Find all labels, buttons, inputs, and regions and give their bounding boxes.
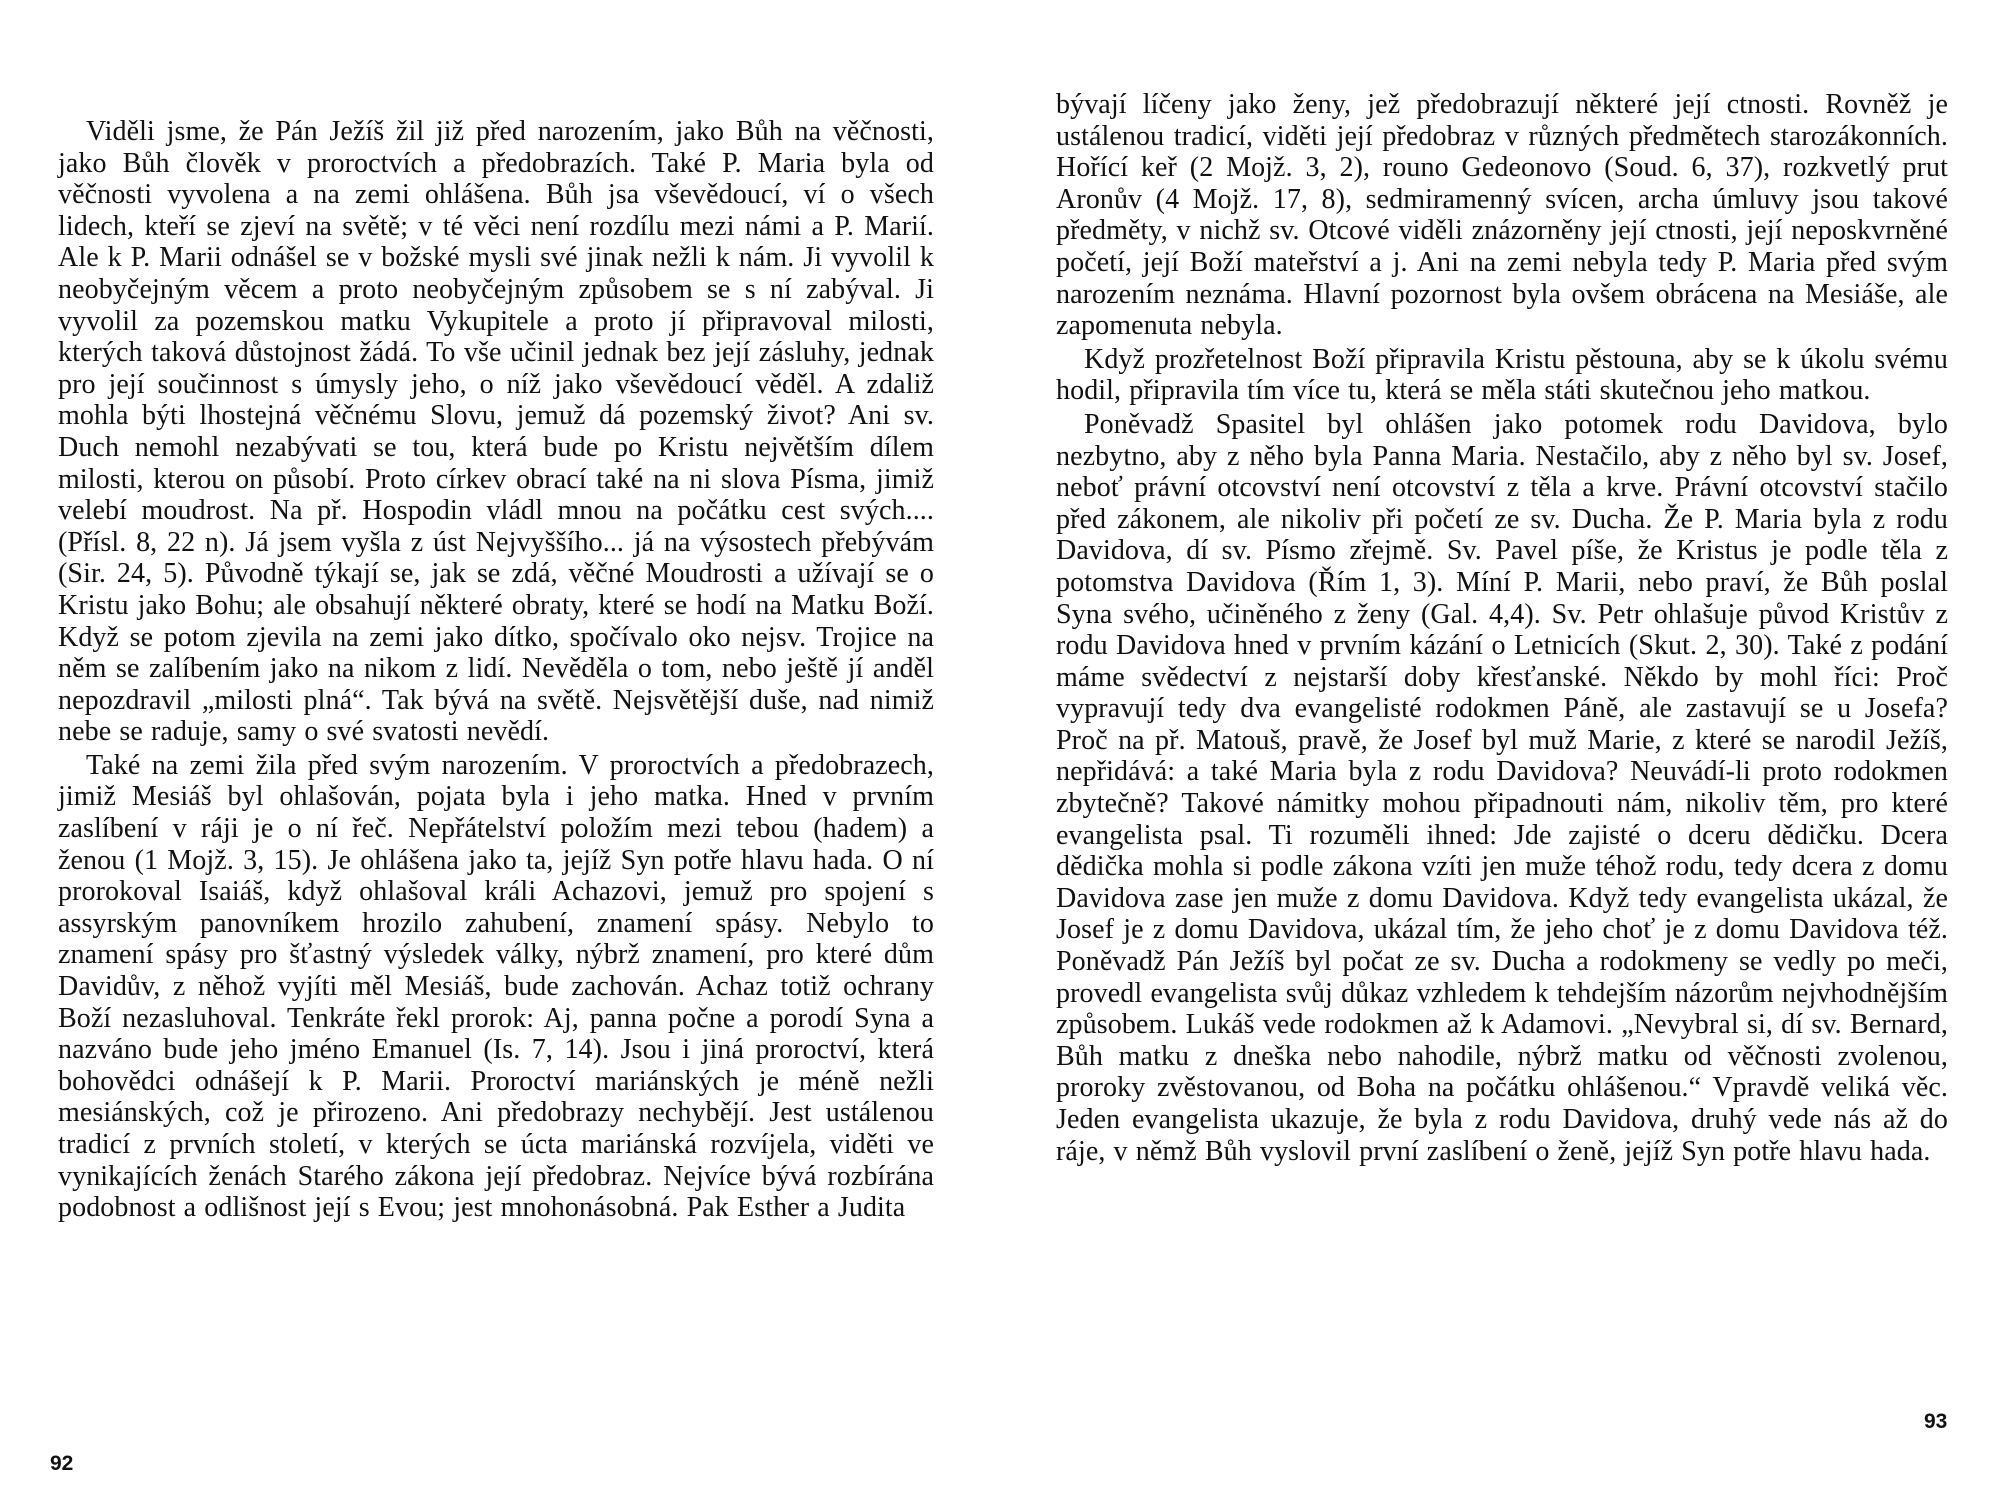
right-page-text (1056, 89, 1948, 1167)
paragraph: Poněvadž Spasitel byl ohlášen jako potomek rodu Davidova, bylo nezbytno, aby z něho byla Panna Maria. Nestačilo, aby z něho byl sv. Josef, neboť právní otcovství není otcovství z těla a krve. Právní otcovství stačilo před zákonem, ale nikoliv při početí ze sv. Ducha. Že P. Maria byla z rodu Davidova, dí sv. Písmo zřejmě. Sv. Pavel píše, že Kristus je podle těla z potomstva Davidova (Řím 1, 3). Míní P. Marii, nebo praví, že Bůh poslal Syna svého, učiněného z ženy (Gal. 4,4). Sv. Petr ohlašuje původ Kristův z rodu Davidova hned v prvním kázání o Letnicích (Skut. 2, 30). Také z podání máme svědectví z nejstarší doby křesťanské. Někdo by mohl říci: Proč vypravují tedy dva evangelisté rodokmen Páně, ale zastavují se u Josefa? Proč na př. Matouš, pravě, že Josef byl muž Marie, z které se narodil Ježíš, nepřidává: a také Maria byla z rodu Davidova? Neuvádí-li proto rodokmen zbytečně? Takové námitky mohou připadnouti nám, nikoliv těm, pro které evangelista psal. Ti rozuměli ihned: Jde zajisté o dceru dědičku. Dcera dědička mohla si podle zákona vzíti jen muže téhož rodu, tedy dcera z domu Davidova zase jen muže z domu Davidova. Když tedy evangelista ukázal, že Josef je z domu Davidova, ukázal tím, že jeho choť je z domu Davidova též. Poněvadž Pán Ježíš byl počat ze sv. Ducha a rodokmeny se vedly po meči, provedl evangelista svůj důkaz vzhledem k tehdejším názorům nejvhodnějším způsobem. Lukáš vede rodokmen až k Adamovi. „Nevybral si, dí sv. Bernard, Bůh matku z dneška nebo nahodile, nýbrž matku od věčnosti zvolenou, proroky zvěstovanou, od Boha na počátku ohlášenou.“ Vpravdě veliká věc. Jeden evangelista ukazuje, že byla z rodu Davidova, druhý vede nás až do ráje, v němž Bůh vyslovil první zaslíbení o ženě, jejíž Syn potře hlavu hada. (1056, 408, 1948, 1167)
right-page (998, 0, 1996, 1500)
paragraph: Když prozřetelnost Boží připravila Kristu pěstouna, aby se k úkolu svému hodil, připravila tím více tu, která se měla státi skutečnou jeho matkou. (1056, 343, 1948, 407)
paragraph-continued: bývají líčeny jako ženy, jež předobrazují některé její ctnosti. Rovněž je ustálenou tradicí, viděti její předobraz v různých předmětech starozákonních. Hořící keř (2 Mojž. 3, 2), rouno Gedeonovo (Soud. 6, 37), rozkvetlý prut Aronův (4 Mojž. 17, 8), sedmiramenný svícen, archa úmluvy jsou takové předměty, v nichž sv. Otcové viděli znázorněny její ctnosti, její neposkvrněné početí, její Boží mateřství a j. Ani na zemi nebyla tedy P. Maria před svým narozením neznáma. Hlavní pozornost byla ovšem obrácena na Mesiáše, ale zapomenuta nebyla. (1056, 89, 1948, 342)
page-number-left: 92 (50, 1452, 74, 1475)
left-page-text (58, 116, 934, 1224)
paragraph: Také na zemi žila před svým narozením. V proroctvích a předobrazech, jimiž Mesiáš byl ohlašován, pojata byla i jeho matka. Hned v prvním zaslíbení v ráji je o ní řeč. Nepřátelství položím mezi tebou (hadem) a ženou (1 Mojž. 3, 15). Je ohlášena jako ta, jejíž Syn potře hlavu hada. O ní prorokoval Isaiáš, když ohlašoval králi Achazovi, jemuž pro spojení s assyrským panovníkem hrozilo zahubení, znamení spásy. Nebylo to znamení spásy pro šťastný výsledek války, nýbrž znamení, pro které dům Davidův, z něhož vyjíti měl Mesiáš, bude zachován. Achaz totiž ochrany Boží nezasluhoval. Tenkráte řekl prorok: Aj, panna počne a porodí Syna a nazváno bude jeho jméno Emanuel (Is. 7, 14). Jsou i jiná proroctví, která bohovědci odnášejí k P. Marii. Proroctví mariánských je méně nežli mesiánských, což je přirozeno. Ani předobrazy nechybějí. Jest ustálenou tradicí z prvních století, v kterých se úcta mariánská rozvíjela, viděti ve vynikajících ženách Starého zákona její předobraz. Nejvíce bývá rozbírána podobnost a odlišnost její s Evou; jest mnohonásobná. Pak Esther a Judita (58, 749, 934, 1224)
page-number-right: 93 (1924, 1410, 1948, 1433)
paragraph: Viděli jsme, že Pán Ježíš žil již před narozením, jako Bůh na věčnosti, jako Bůh člověk v proroctvích a předobrazích. Také P. Maria byla od věčnosti vyvolena a na zemi ohlášena. Bůh jsa vševědoucí, ví o všech lidech, kteří se zjeví na světě; v té věci není rozdílu mezi námi a P. Marií. Ale k P. Marii odnášel se v božské mysli své jinak nežli k nám. Ji vyvolil k neobyčejným věcem a proto neobyčejným způsobem se s ní zabýval. Ji vyvolil za pozemskou matku Vykupitele a proto jí připravoval milosti, kterých taková důstojnost žádá. To vše učinil jednak bez její zásluhy, jednak pro její součinnost s úmysly jeho, o níž jako vševědoucí věděl. A zdaliž mohla býti lhostejná věčnému Slovu, jemuž dá pozemský život? Ani sv. Duch nemohl nezabývati se tou, která bude po Kristu největším dílem milosti, kterou on působí. Proto církev obrací také na ni slova Písma, jimiž velebí moudrost. Na př. Hospodin vládl mnou na počátku cest svých.... (Přísl. 8, 22 n). Já jsem vyšla z úst Nejvyššího... já na výsostech přebývám (Sir. 24, 5). Původně týkají se, jak se zdá, věčné Moudrosti a užívají se o Kristu jako Bohu; ale obsahují některé obraty, které se hodí na Matku Boží. Když se potom zjevila na zemi jako dítko, spočívalo oko nejsv. Trojice na něm se zalíbením jako na nikom z lidí. Nevěděla o tom, nebo ještě jí anděl nepozdravil „milosti plná“. Tak bývá na světě. Nejsvětější duše, nad nimiž nebe se raduje, samy o své svatosti nevědí. (58, 116, 934, 748)
